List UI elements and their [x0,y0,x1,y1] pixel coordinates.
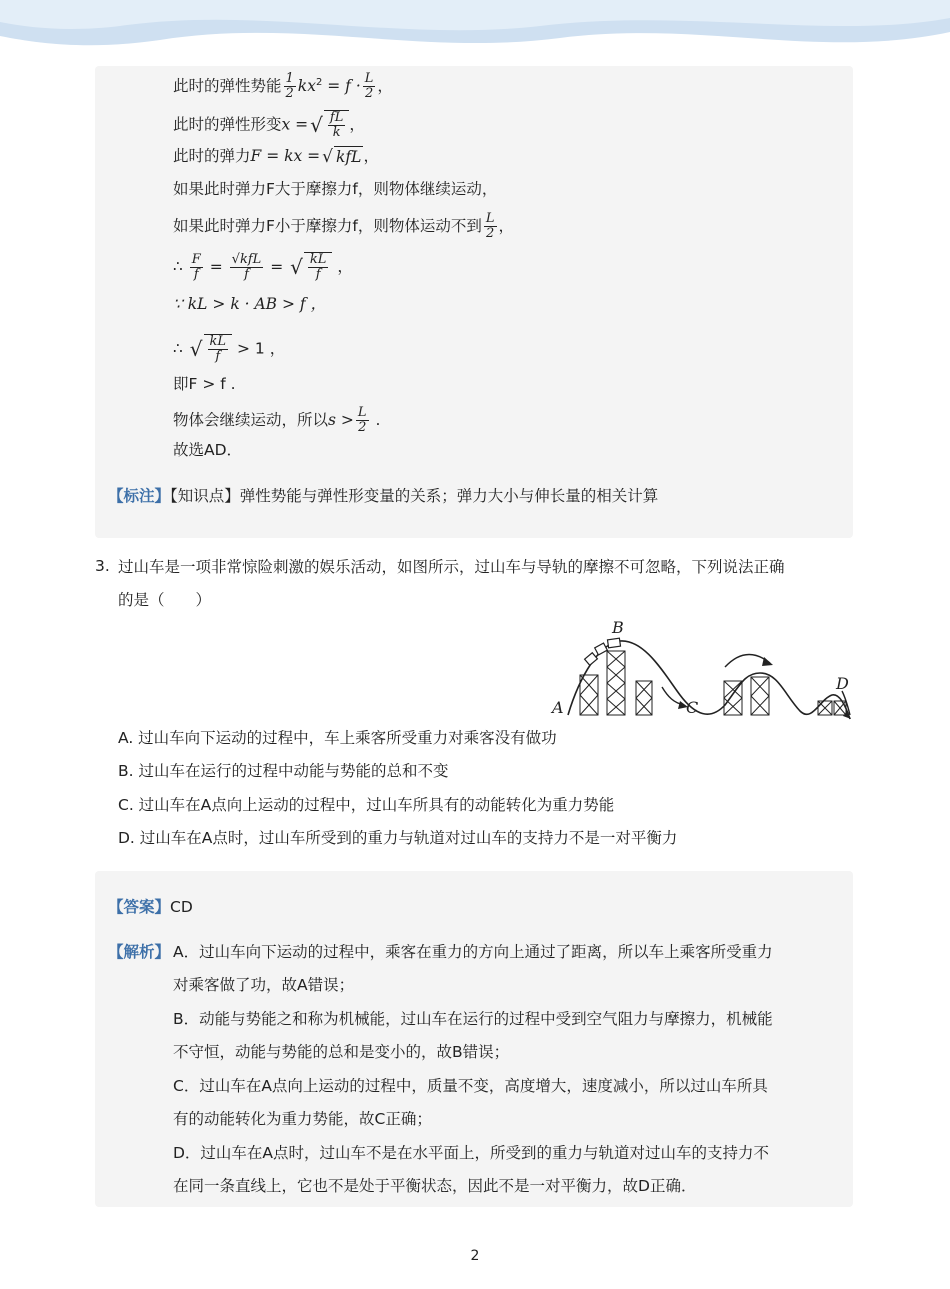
header-wave-decoration [0,0,950,70]
analysis-line-6: 有的动能转化为重力势能，故C正确； [173,1110,432,1128]
page-number: 2 [470,1248,480,1264]
note-tag: 【标注】 [108,487,171,505]
solution-line-11: 故选AD． [173,441,243,459]
solution-line-10: 物体会继续运动，所以s > $\frac{L}{2}$ . [173,405,381,435]
label-c: C [686,698,699,717]
answer-value: CD [170,898,193,916]
question-stem-line-2: 的是（ ） [118,591,212,609]
analysis-tag: 【解析】 [108,943,171,961]
solution-line-7: ∵ kL > k · AB > f ， [173,295,327,313]
analysis-line-8: 在同一条直线上，它也不是处于平衡状态，因此不是一对平衡力，故D正确． [173,1177,697,1195]
analysis-line-5: C．过山车在A点向上运动的过程中，质量不变，高度增大，速度减小，所以过山车所具 [173,1077,768,1095]
option-d[interactable]: D. 过山车在A点时，过山车所受到的重力与轨道对过山车的支持力不是一对平衡力 [118,829,678,847]
solution-line-1: 此时的弹性势能 $\frac{1}{2}$ $kx^2 = f$ · $\frac{L}{2}$ ， [173,71,393,101]
answer-row [108,897,193,917]
solution-line-4: 如果此时弹力F大于摩擦力f，则物体继续运动， [173,180,498,198]
solution-line-9: 即F > f . [173,375,236,393]
label-b: B [612,618,624,637]
analysis-line-1: A．过山车向下运动的过程中，乘客在重力的方向上通过了距离，所以车上乘客所受重力 [173,943,773,961]
solution-line-6: ∴ $\frac{F}{f}$ = $\frac{\text{√kfL}}{f}$ = √ $\frac{kL}{f}$ ， [173,251,353,282]
solution-line-3: 此时的弹力F = kx = √ kfL ， [173,146,379,167]
question-number: 3. [95,557,110,575]
solution-line-5: 如果此时弹力F小于摩擦力f，则物体运动不到 $\frac{L}{2}$ ， [173,211,515,241]
analysis-tag-row [108,942,170,962]
question-stem-line-1: 过山车是一项非常惊险刺激的娱乐活动，如图所示，过山车与导轨的摩擦不可忽略，下列说法正确 [118,558,785,576]
analysis-line-3: B．动能与势能之和称为机械能，过山车在运行的过程中受到空气阻力与摩擦力，机械能 [173,1010,773,1028]
option-b[interactable]: B. 过山车在运行的过程中动能与势能的总和不变 [118,762,449,780]
answer-tag: 【答案】 [108,898,171,916]
knowledge-note: 【标注】【知识点】弹性势能与弹性形变量的关系；弹力大小与伸长量的相关计算 [108,487,659,505]
analysis-line-2: 对乘客做了功，故A错误； [173,976,355,994]
label-d: D [836,674,849,693]
solution-line-2: 此时的弹性形变x = √ $\frac{fL}{k}$ ， [173,110,365,140]
analysis-line-7: D．过山车在A点时，过山车不是在水平面上，所受到的重力与轨道对过山车的支持力不 [173,1144,770,1162]
analysis-line-4: 不守恒，动能与势能的总和是变小的，故B错误； [173,1043,510,1061]
option-a[interactable]: A. 过山车向下运动的过程中，车上乘客所受重力对乘客没有做功 [118,729,557,747]
solution-line-8: ∴ √ $\frac{kL}{f}$ > 1 ， [173,334,286,364]
label-a: A [552,698,564,717]
option-c[interactable]: C. 过山车在A点向上运动的过程中，过山车所具有的动能转化为重力势能 [118,796,615,814]
roller-coaster-figure [550,615,860,723]
